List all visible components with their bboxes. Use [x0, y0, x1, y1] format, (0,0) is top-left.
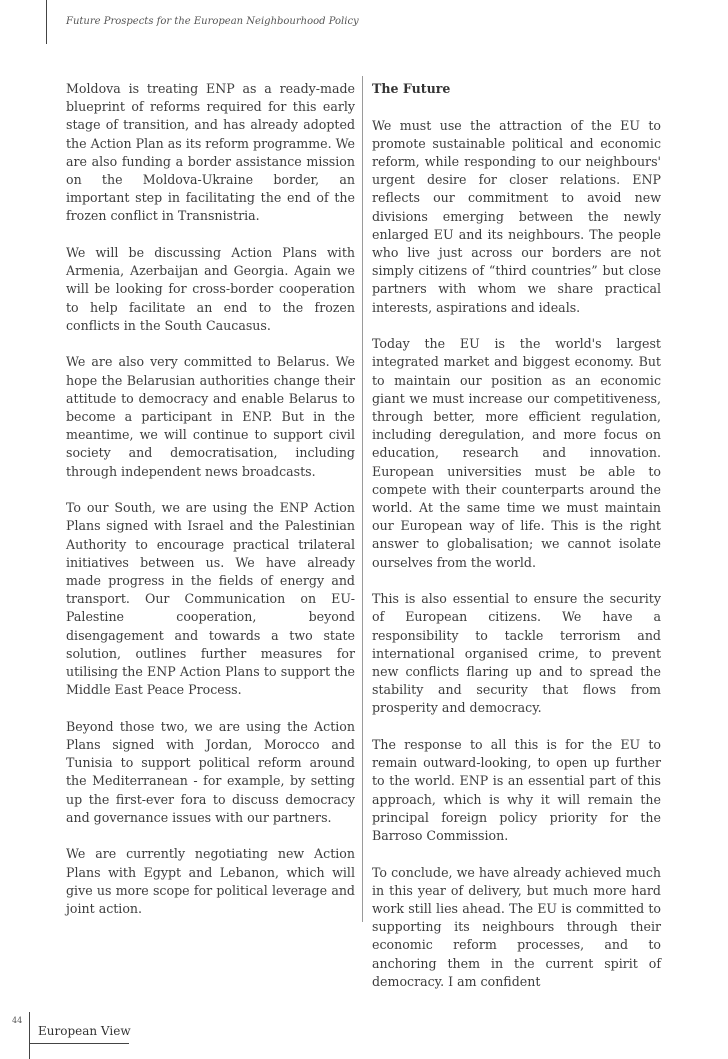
paragraph: This is also essential to ensure the security of European citizens. We have a responsibility to tackle terrorism and international organised crime, to prevent new conflicts flaring up and to spread the stability and security that flows from prosperity and democracy. — [372, 591, 661, 716]
left-column — [66, 80, 355, 937]
paragraph: Beyond those two, we are using the Action Plans signed with Jordan, Morocco and Tunisia to support political reform around the Mediterranean - for example, by setting up the first-ever fora to discuss democracy and governance issues with our partners. — [66, 718, 355, 825]
paragraph: Moldova is treating ENP as a ready-made blueprint of reforms required for this early stage of transition, and has already adopted the Action Plan as its reform programme. We are also funding a border assistance mission on the Moldova-Ukraine border, an important step in facilitating the end of the frozen conflict in Transnistria. — [66, 81, 355, 224]
column-divider — [362, 76, 363, 922]
page-number: 44 — [12, 1016, 23, 1025]
paragraph: The response to all this is for the EU to remain outward-looking, to open up further to the world. ENP is an essential part of this approach, which is why it will remain the principal foreign policy priority for the Barroso Commission. — [372, 737, 661, 844]
paragraph: We will be discussing Action Plans with Armenia, Azerbaijan and Georgia. Again we will be looking for cross-border cooperation to help facilitate an end to the frozen conflicts in the South Caucasus. — [66, 245, 355, 333]
footer-horizontal-rule — [29, 1043, 129, 1044]
right-column — [372, 80, 661, 1009]
paragraph: We are also very committed to Belarus. We hope the Belarusian authorities change their attitude to democracy and enable Belarus to become a participant in ENP. But in the meantime, we will continue to support civil society and democratisation, including through independent news broadcasts. — [66, 354, 355, 479]
paragraph: We must use the attraction of the EU to promote sustainable political and economic reform, while responding to our neighbours' urgent desire for closer relations. ENP reflects our commitment to avoid new divisions emerging between the newly enlarged EU and its neighbours. The people who live just across our borders are not simply citizens of “third countries” but close partners with whom we share practical interests, aspirations and ideals. — [372, 117, 661, 315]
publication-title: European View — [38, 1024, 131, 1038]
footer-vertical-rule — [29, 1012, 30, 1059]
paragraph: Today the EU is the world's largest integrated market and biggest economy. But to maintain our position as an economic giant we must increase our competitiveness, through better, more efficient regulation, including deregulation, and more focus on education, research and innovation. European universities must be able to compete with their counterparts around the world. At the same time we must maintain our European way of life. This is the right answer to globalisation; we cannot isolate ourselves from the world. — [372, 336, 661, 570]
paragraph: We are currently negotiating new Action Plans with Egypt and Lebanon, which will give us more scope for political leverage and joint action. — [66, 846, 355, 917]
header-rule — [0, 0, 47, 44]
paragraph: To our South, we are using the ENP Action Plans signed with Israel and the Palestinian Authority to encourage practical trilateral initiatives between us. We have already made progress in the fields of energy and transport. Our Communication on EU-Palestine cooperation, beyond disengagement and towards a two state solution, outlines further measures for utilising the ENP Action Plans to support the Middle East Peace Process. — [66, 500, 355, 698]
section-heading: The Future — [372, 81, 451, 96]
paragraph: To conclude, we have already achieved much in this year of delivery, but much more hard work still lies ahead. The EU is committed to supporting its neighbours through their economic reform processes, and to anchoring them in the current spirit of democracy. I am confident — [372, 864, 661, 989]
running-title: Future Prospects for the European Neighbourhood Policy — [66, 16, 359, 27]
